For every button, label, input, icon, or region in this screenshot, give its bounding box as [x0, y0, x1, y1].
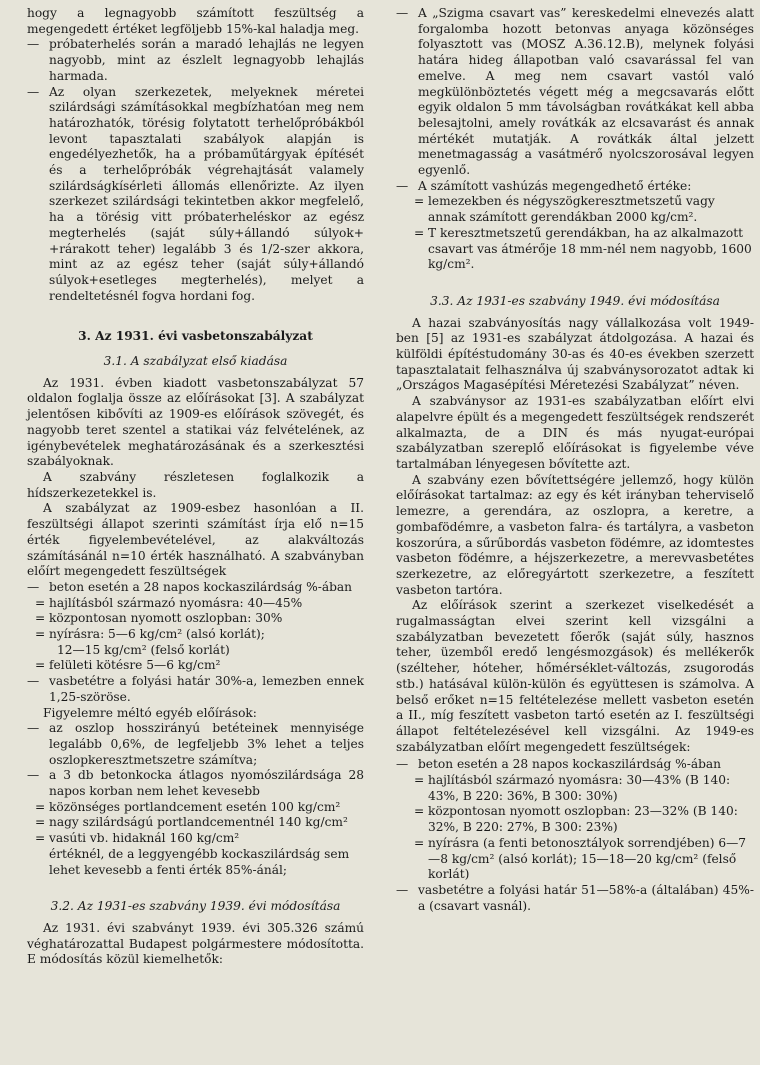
subsection-title-3-1: 3.1. A szabályzat első kiadása — [103, 354, 288, 369]
list-item-maradó-lehajlás: — próbaterhelés során a maradó lehajlás ne legyen nagyobb, mint az észlelt legnagyobb lehajlás harmada. — [27, 37, 364, 83]
dash-marker: — — [27, 37, 40, 52]
sub-item: = közönséges portlandcement esetén 100 kg/cm² — [35, 799, 341, 814]
dash-marker: — — [27, 84, 40, 99]
paragraph: A szabályzat az 1909-esbez hasonlóan a II. feszültségi állapot szerinti számítást írja elő n=15 érték figyelembevételével, az alakváltozás számításánál n=10 érték használható. A szabványban előírt megengedett feszültségek — [27, 501, 364, 579]
sub-item: = hajlításból származó nyomásra: 30—43% (B 140: 43%, B 220: 36%, B 300: 30%) — [414, 773, 731, 803]
sub-item: = központosan nyomott oszlopban: 30% — [35, 611, 283, 626]
list-item-oszlop: — az oszlop hosszirányú betéteinek mennyisége legalább 0,6%, de legfeljebb 3% lehet a teljes oszlopkeresztmetszetre számítva; — [27, 721, 364, 767]
left-column — [27, 6, 364, 968]
list-item-beton-1949: — beton esetén a 28 napos kockaszilárdság %-ában — [396, 757, 722, 772]
dash-marker: — — [27, 674, 40, 689]
sub-item: = hajlításból származó nyomásra: 40—45% — [35, 595, 303, 610]
list-item-vasbetet-1949: — vasbetétre a folyási határ 51—58%-a (általában) 45%-a (csavart vasnál). — [396, 882, 754, 913]
sub-item: = nyírásra (a fenti betonosztályok sorrendjében) 6—7—8 kg/cm² (alsó korlát); 15—18—20 kg/cm² (felső korlát) — [414, 835, 747, 882]
section-heading: 3. Az 1931. évi vasbetonszabályzat — [78, 329, 313, 344]
paragraph: A szabvány részletesen foglalkozik a hídszerkezetekkel is. — [27, 469, 364, 500]
paragraph: A szabvány ezen bővítettségére jellemző, hogy külön előírásokat tartalmaz: az egy és két irányban teherviselő lemezre, a gerendára, az oszlopra, a keretre, a gombafödémre, a vasbeton falra- és tartályra, a vasbeton koszorúra, a sűrűbordás vasbeton födémre, az idomtestes vasbeton födémre, a héjszerkezetre, a merevvasbetétes szerkezetre, az előregyártott szerkezetre, a feszített vasbeton tartóra. — [396, 472, 754, 597]
list-item-vashuzas: — A számított vashúzás megengedhető értéke: — [396, 178, 692, 193]
paragraph-continuation: hogy a legnagyobb számított feszültség a megengedett értéket legföljebb 15%-kal haladja meg. — [27, 6, 364, 36]
paragraph: Figyelemre méltó egyéb előírások: — [43, 705, 257, 720]
paragraph: A hazai szabványosítás nagy vállalkozása volt 1949-ben [5] az 1931-es szabályzat átdolgozása. A hazai és külföldi építéstudomány 30-as és 40-es években szerzett tapasztalatait felhasználva új szabványsorozatot adtak ki „Országos Magasépítési Méretezési Szabályzat” néven. — [396, 315, 754, 393]
subsection-title-3-2: 3.2. Az 1931-es szabvány 1939. évi módosítása — [50, 899, 341, 914]
sub-item-continuation: 12—15 kg/cm² (felső korlát) — [57, 642, 230, 657]
dash-marker: — — [396, 178, 409, 193]
paragraph: Az előírások szerint a szerkezet viselkedését a rugalmasságtan elvei szerint kell vizsgálni a szabályzatban bevezetett főerők (saját súly, hasznos teher, üzemből eredő lengésmozgások) és mellékerők (szélteher, hóteher, hőmérséklet-változás, zsugorodás stb.) hatásával külön-külön és együttesen is számolva. A belső erőket n=15 feltételezése mellett vasbeton esetén a II., míg feszített vasbeton tartó esetén az I. feszültségi állapot feltételezésével kell vizsgálni. Az 1949-es szabályzatban előírt megengedett feszültségek: — [396, 598, 754, 754]
paragraph: Az 1931. évben kiadott vasbetonszabályzat 57 oldalon foglalja össze az előírásokat [3]. A szabályzat jelentősen kibővíti az 1909-es előírások szövegét, és nagyobb teret szentel a statikai váz felvételének, az igénybevételek meghatározásának és a szerkesztési szabályoknak. — [27, 375, 364, 469]
sub-item: = központosan nyomott oszlopban: 23—32% (B 140: 32%, B 220: 27%, B 300: 23%) — [414, 804, 738, 835]
dash-marker: — — [27, 768, 40, 783]
right-column — [396, 6, 754, 914]
dash-marker: — — [27, 721, 40, 736]
paragraph: Az 1931. évi szabványt 1939. évi 305.326 számú véghatározattal Budapest polgármestere módosította. E módosítás közül kiemelhetők: — [27, 920, 364, 967]
list-item-terhelopróba: — Az olyan szerkezetek, melyeknek méretei szilárdsági számításokkal megbízhatóan meg nem határozhatók, törésig folytatott terhelőpróbákból levont tapasztalati szabályok alapján is engedélyezhetők, ha a próbaműtárgyak építését és a terhelőpróbák végrehajtását valamely szilárdságkísérleti állomás ellenőrizte. Az ilyen szerkezet szilárdsági tekintetben akkor megfelelő, ha a törésig vitt próbaterheléskor az egész megterhelés (saját súly+állandó súlyok+ +rárakott teher) legalább 3 és 1/2-szer akkora, mint az az egész teher (saját súly+állandó súlyok+esetleges megterhelés), melyet a rendeltetésnél fogva hordani fog. — [27, 84, 364, 303]
list-item-beton: — beton esetén a 28 napos kockaszilárdság %-ában — [27, 579, 353, 594]
subsection-title-3-3: 3.3. Az 1931-es szabvány 1949. évi módosítása — [430, 293, 720, 308]
sub-item: = felületi kötésre 5—6 kg/cm² — [35, 658, 221, 673]
dash-marker: — — [396, 6, 409, 20]
sub-item: = T keresztmetszetű gerendákban, ha az alkalmazott csavart vas átmérője 18 mm-nél nem nagyobb, 1600 kg/cm². — [414, 225, 752, 272]
list-item-tail: értéknél, de a leggyengébb kockaszilárdság sem lehet kevesebb a fenti érték 85%-ánál; — [49, 846, 350, 877]
dash-marker: — — [396, 757, 409, 772]
dash-marker: — — [396, 882, 409, 897]
sub-item: = nagy szilárdságú portlandcementnél 140 kg/cm² — [35, 815, 348, 830]
dash-marker: — — [27, 579, 40, 594]
list-item-betonkocka: — a 3 db betonkocka átlagos nyomószilárdsága 28 napos korban nem lehet kevesebb — [27, 768, 364, 799]
sub-item: = lemezekben és négyszögkeresztmetszetű vagy annak számított gerendákban 2000 kg/cm². — [414, 194, 715, 225]
sub-item: = nyírásra: 5—6 kg/cm² (alsó korlát); — [35, 627, 265, 642]
list-item-szigma-vas: — A „Szigma csavart vas” kereskedelmi elnevezés alatt forgalomba hozott betonvas anyaga közönséges folyasztott vas (MOSZ A.36.12.B), melynek folyási határa hideg állapotban való csavarással fel van emelve. A meg nem csavart vastól való megkülönböztetés végett még a megcsavarás előtt egyik oldalon 5 mm távolságban rovátkákat kell abba belesajtolni, amely rovátkák az elcsavarást és annak mértékét mutatják. A rovátkák által jelzett menetmagasság a vasátmérő nyolcszorosával legyen egyenlő. — [396, 6, 754, 178]
paragraph: A szabványsor az 1931-es szabályzatban előírt elvi alapelvre épült és a megengedett feszültségek rendszerét alkalmazta, de a DIN és más nyugat-európai szabályzatban szereplő előírásokat is figyelembe véve tartalmában lényegesen bővítette azt. — [396, 394, 754, 471]
list-item-vasbetet: — vasbetétre a folyási határ 30%-a, lemezben ennek 1,25-szöröse. — [27, 674, 364, 704]
sub-item: = vasúti vb. hidaknál 160 kg/cm² — [35, 831, 240, 846]
